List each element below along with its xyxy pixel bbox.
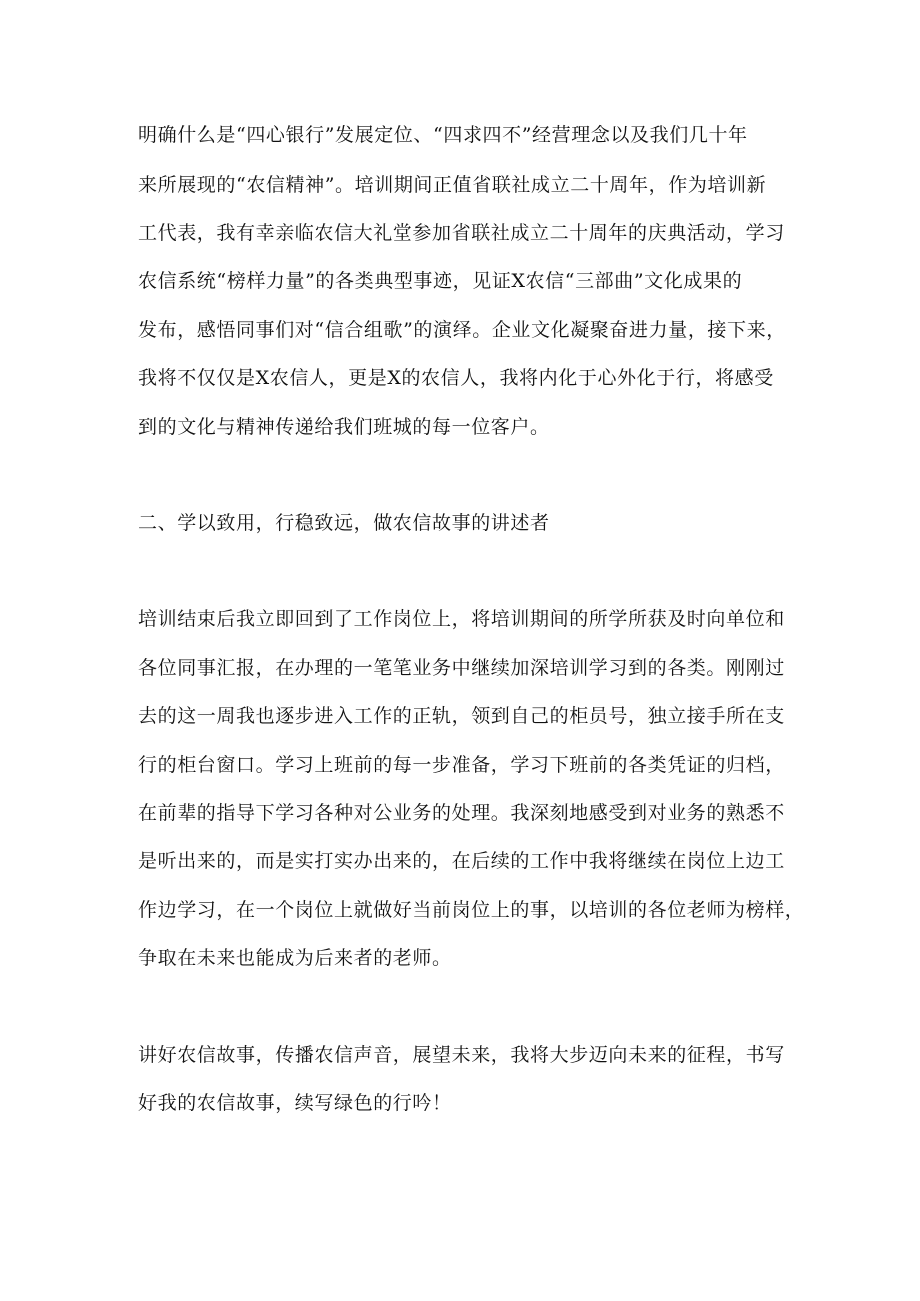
paragraph-line: 农信系统“榜样力量”的各类典型事迹，见证X农信“三部曲”文化成果的: [138, 270, 743, 292]
paragraph-line: 各位同事汇报，在办理的一笔笔业务中继续加深培训学习到的各类。刚刚过: [138, 657, 785, 679]
section-heading: 二、学以致用，行稳致远，做农信故事的讲述者: [138, 512, 550, 534]
paragraph-line: 来所展现的“农信精神”。培训期间正值省联社成立二十周年，作为培训新: [138, 174, 767, 196]
paragraph-line: 到的文化与精神传递给我们班城的每一位客户。: [138, 416, 550, 438]
paragraph-line: 是听出来的，而是实打实办出来的，在后续的工作中我将继续在岗位上边工: [138, 850, 785, 872]
paragraph-line: 发布，感悟同事们对“信合组歌”的演绎。企业文化凝聚奋进力量，接下来，: [138, 319, 786, 341]
paragraph-line: 好我的农信故事，续写绿色的行吟！: [138, 1092, 452, 1114]
paragraph-line: 去的这一周我也逐步进入工作的正轨，领到自己的柜员号，独立接手所在支: [138, 705, 785, 727]
paragraph-line: 争取在未来也能成为后来者的老师。: [138, 947, 452, 969]
paragraph-line: 讲好农信故事，传播农信声音，展望未来，我将大步迈向未来的征程，书写: [138, 1044, 785, 1066]
paragraph-line: 我将不仅仅是X农信人，更是X的农信人，我将内化于心外化于行，将感受: [138, 367, 774, 389]
paragraph-line: 培训结束后我立即回到了工作岗位上，将培训期间的所学所获及时向单位和: [138, 608, 785, 630]
paragraph-line: 在前辈的指导下学习各种对公业务的处理。我深刻地感受到对业务的熟悉不: [138, 802, 785, 824]
paragraph-line: 工代表，我有幸亲临农信大礼堂参加省联社成立二十周年的庆典活动，学习: [138, 222, 785, 244]
paragraph-line: 作边学习，在一个岗位上就做好当前岗位上的事，以培训的各位老师为榜样，: [138, 899, 805, 921]
paragraph-line: 行的柜台窗口。学习上班前的每一步准备，学习下班前的各类凭证的归档，: [138, 754, 785, 776]
paragraph-line: 明确什么是“四心银行”发展定位、“四求四不”经营理念以及我们几十年: [138, 124, 748, 146]
